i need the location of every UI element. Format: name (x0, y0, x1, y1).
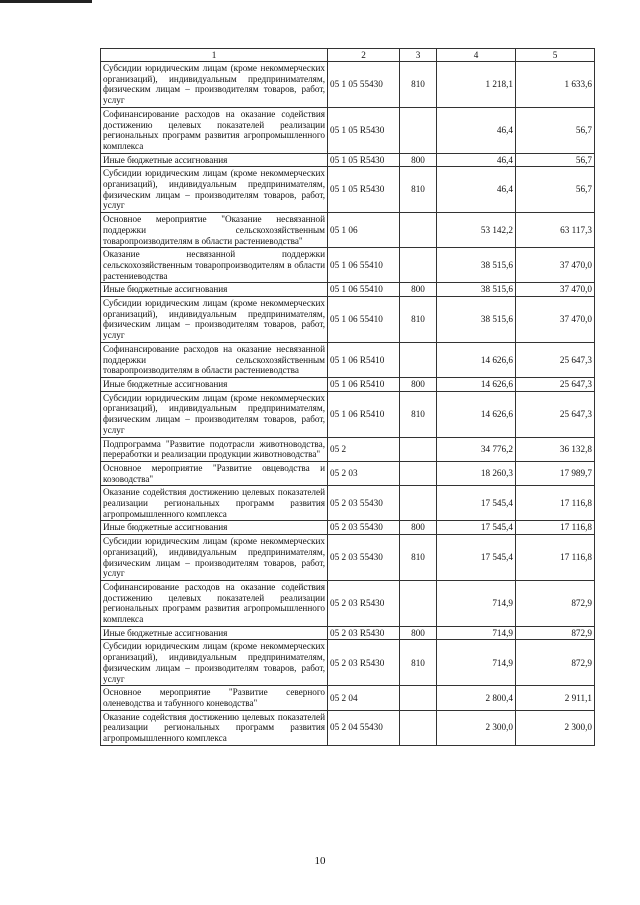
row-amount-5: 63 117,3 (516, 213, 595, 248)
row-amount-4: 46,4 (437, 107, 516, 153)
table-row (101, 167, 595, 213)
row-expense-type: 800 (400, 626, 437, 640)
table-row (101, 626, 595, 640)
row-amount-4: 38 515,6 (437, 283, 516, 297)
table-row (101, 377, 595, 391)
row-expense-type (400, 248, 437, 283)
row-expense-type: 800 (400, 521, 437, 535)
row-amount-4: 38 515,6 (437, 297, 516, 343)
row-code: 05 2 04 55430 (328, 710, 400, 745)
row-expense-type: 810 (400, 640, 437, 686)
row-amount-5: 872,9 (516, 580, 595, 626)
row-expense-type (400, 342, 437, 377)
row-expense-type (400, 710, 437, 745)
corner-mark (0, 0, 92, 3)
row-code: 05 1 06 R5410 (328, 377, 400, 391)
row-amount-4: 17 545,4 (437, 486, 516, 521)
row-code: 05 2 03 55430 (328, 521, 400, 535)
row-code: 05 1 05 R5430 (328, 167, 400, 213)
table-row (101, 213, 595, 248)
table-row (101, 62, 595, 108)
header-col-3: 3 (400, 49, 437, 62)
row-name: Субсидии юридическим лицам (кроме некоммерческих организаций), индивидуальным предпринимателям, физическим лицам – производителям товаров, работ, услуг (101, 640, 328, 686)
row-amount-5: 37 470,0 (516, 283, 595, 297)
row-expense-type: 800 (400, 283, 437, 297)
row-code: 05 2 03 R5430 (328, 640, 400, 686)
row-name: Иные бюджетные ассигнования (101, 521, 328, 535)
budget-table (100, 48, 595, 746)
row-name: Иные бюджетные ассигнования (101, 626, 328, 640)
row-code: 05 2 03 R5430 (328, 580, 400, 626)
row-name: Оказание содействия достижению целевых показателей реализации региональных программ развития агропромышленного комплекса (101, 710, 328, 745)
row-amount-5: 25 647,3 (516, 342, 595, 377)
row-code: 05 2 03 55430 (328, 486, 400, 521)
table-row (101, 248, 595, 283)
row-amount-5: 17 116,8 (516, 535, 595, 581)
table-row (101, 580, 595, 626)
row-expense-type (400, 107, 437, 153)
row-expense-type: 800 (400, 153, 437, 167)
row-code: 05 1 05 R5430 (328, 107, 400, 153)
row-name: Основное мероприятие "Развитие овцеводства и козоводства" (101, 461, 328, 485)
table-row (101, 391, 595, 437)
row-name: Основное мероприятие "Развитие северного оленеводства и табунного коневодства" (101, 686, 328, 710)
row-amount-5: 56,7 (516, 153, 595, 167)
row-amount-4: 714,9 (437, 626, 516, 640)
row-amount-4: 1 218,1 (437, 62, 516, 108)
row-expense-type: 800 (400, 377, 437, 391)
table-row (101, 535, 595, 581)
table-row (101, 153, 595, 167)
row-name: Иные бюджетные ассигнования (101, 153, 328, 167)
row-amount-5: 2 911,1 (516, 686, 595, 710)
row-amount-5: 37 470,0 (516, 248, 595, 283)
row-amount-4: 2 800,4 (437, 686, 516, 710)
row-expense-type: 810 (400, 62, 437, 108)
row-amount-5: 56,7 (516, 107, 595, 153)
row-expense-type: 810 (400, 535, 437, 581)
row-amount-4: 46,4 (437, 153, 516, 167)
row-expense-type (400, 580, 437, 626)
row-amount-4: 53 142,2 (437, 213, 516, 248)
row-amount-4: 34 776,2 (437, 437, 516, 461)
row-name: Субсидии юридическим лицам (кроме некоммерческих организаций), индивидуальным предпринимателям, физическим лицам – производителям товаров, работ, услуг (101, 62, 328, 108)
row-amount-5: 56,7 (516, 167, 595, 213)
row-expense-type: 810 (400, 297, 437, 343)
row-name: Оказание содействия достижению целевых показателей реализации региональных программ развития агропромышленного комплекса (101, 486, 328, 521)
row-amount-5: 17 116,8 (516, 521, 595, 535)
header-col-1: 1 (101, 49, 328, 62)
table-row (101, 521, 595, 535)
row-code: 05 2 03 55430 (328, 535, 400, 581)
row-amount-5: 872,9 (516, 626, 595, 640)
row-amount-4: 14 626,6 (437, 342, 516, 377)
table-row (101, 461, 595, 485)
table-row (101, 640, 595, 686)
header-col-5: 5 (516, 49, 595, 62)
row-code: 05 2 (328, 437, 400, 461)
row-code: 05 1 06 55410 (328, 297, 400, 343)
row-amount-4: 17 545,4 (437, 521, 516, 535)
row-name: Субсидии юридическим лицам (кроме некоммерческих организаций), индивидуальным предпринимателям, физическим лицам – производителям товаров, работ, услуг (101, 535, 328, 581)
row-amount-4: 14 626,6 (437, 391, 516, 437)
row-name: Подпрограмма "Развитие подотрасли животноводства, переработки и реализации продукции животноводства" (101, 437, 328, 461)
row-amount-4: 714,9 (437, 640, 516, 686)
row-name: Софинансирование расходов на оказание содействия достижению целевых показателей реализации региональных программ развития агропромышленного комплекса (101, 107, 328, 153)
table-row (101, 437, 595, 461)
row-expense-type (400, 213, 437, 248)
row-expense-type (400, 486, 437, 521)
row-name: Субсидии юридическим лицам (кроме некоммерческих организаций), индивидуальным предпринимателям, физическим лицам – производителям товаров, работ, услуг (101, 167, 328, 213)
row-name: Иные бюджетные ассигнования (101, 377, 328, 391)
row-code: 05 2 03 (328, 461, 400, 485)
row-code: 05 2 03 R5430 (328, 626, 400, 640)
row-name: Основное мероприятие "Оказание несвязанной поддержки сельскохозяйственным товаропроизводителям в области растениеводства" (101, 213, 328, 248)
table-row (101, 486, 595, 521)
row-name: Субсидии юридическим лицам (кроме некоммерческих организаций), индивидуальным предпринимателям, физическим лицам – производителям товаров, работ, услуг (101, 391, 328, 437)
row-code: 05 1 06 (328, 213, 400, 248)
row-name: Софинансирование расходов на оказание содействия достижению целевых показателей реализации региональных программ развития агропромышленного комплекса (101, 580, 328, 626)
row-expense-type (400, 461, 437, 485)
header-row (101, 49, 595, 62)
row-amount-5: 37 470,0 (516, 297, 595, 343)
row-amount-4: 46,4 (437, 167, 516, 213)
row-name: Софинансирование расходов на оказание несвязанной поддержки сельскохозяйственным товаропроизводителям в области растениеводства (101, 342, 328, 377)
row-amount-5: 25 647,3 (516, 377, 595, 391)
table-row (101, 710, 595, 745)
row-expense-type (400, 686, 437, 710)
row-expense-type (400, 437, 437, 461)
table-row (101, 342, 595, 377)
row-code: 05 2 04 (328, 686, 400, 710)
row-amount-5: 872,9 (516, 640, 595, 686)
row-amount-4: 18 260,3 (437, 461, 516, 485)
header-col-2: 2 (328, 49, 400, 62)
row-name: Оказание несвязанной поддержки сельскохозяйственным товаропроизводителям в области растениеводства (101, 248, 328, 283)
row-amount-4: 38 515,6 (437, 248, 516, 283)
row-code: 05 1 06 55410 (328, 248, 400, 283)
table-row (101, 297, 595, 343)
row-code: 05 1 06 55410 (328, 283, 400, 297)
row-amount-4: 17 545,4 (437, 535, 516, 581)
row-name: Субсидии юридическим лицам (кроме некоммерческих организаций), индивидуальным предпринимателям, физическим лицам – производителям товаров, работ, услуг (101, 297, 328, 343)
row-amount-5: 36 132,8 (516, 437, 595, 461)
table-row (101, 283, 595, 297)
table-row (101, 686, 595, 710)
row-amount-5: 2 300,0 (516, 710, 595, 745)
row-code: 05 1 06 R5410 (328, 391, 400, 437)
row-amount-5: 17 989,7 (516, 461, 595, 485)
row-amount-5: 1 633,6 (516, 62, 595, 108)
row-amount-5: 17 116,8 (516, 486, 595, 521)
row-code: 05 1 05 55430 (328, 62, 400, 108)
row-amount-4: 14 626,6 (437, 377, 516, 391)
row-code: 05 1 06 R5410 (328, 342, 400, 377)
row-amount-4: 2 300,0 (437, 710, 516, 745)
row-amount-4: 714,9 (437, 580, 516, 626)
row-expense-type: 810 (400, 167, 437, 213)
page-number: 10 (314, 855, 326, 867)
header-col-4: 4 (437, 49, 516, 62)
row-amount-5: 25 647,3 (516, 391, 595, 437)
table-row (101, 107, 595, 153)
row-name: Иные бюджетные ассигнования (101, 283, 328, 297)
row-code: 05 1 05 R5430 (328, 153, 400, 167)
row-expense-type: 810 (400, 391, 437, 437)
